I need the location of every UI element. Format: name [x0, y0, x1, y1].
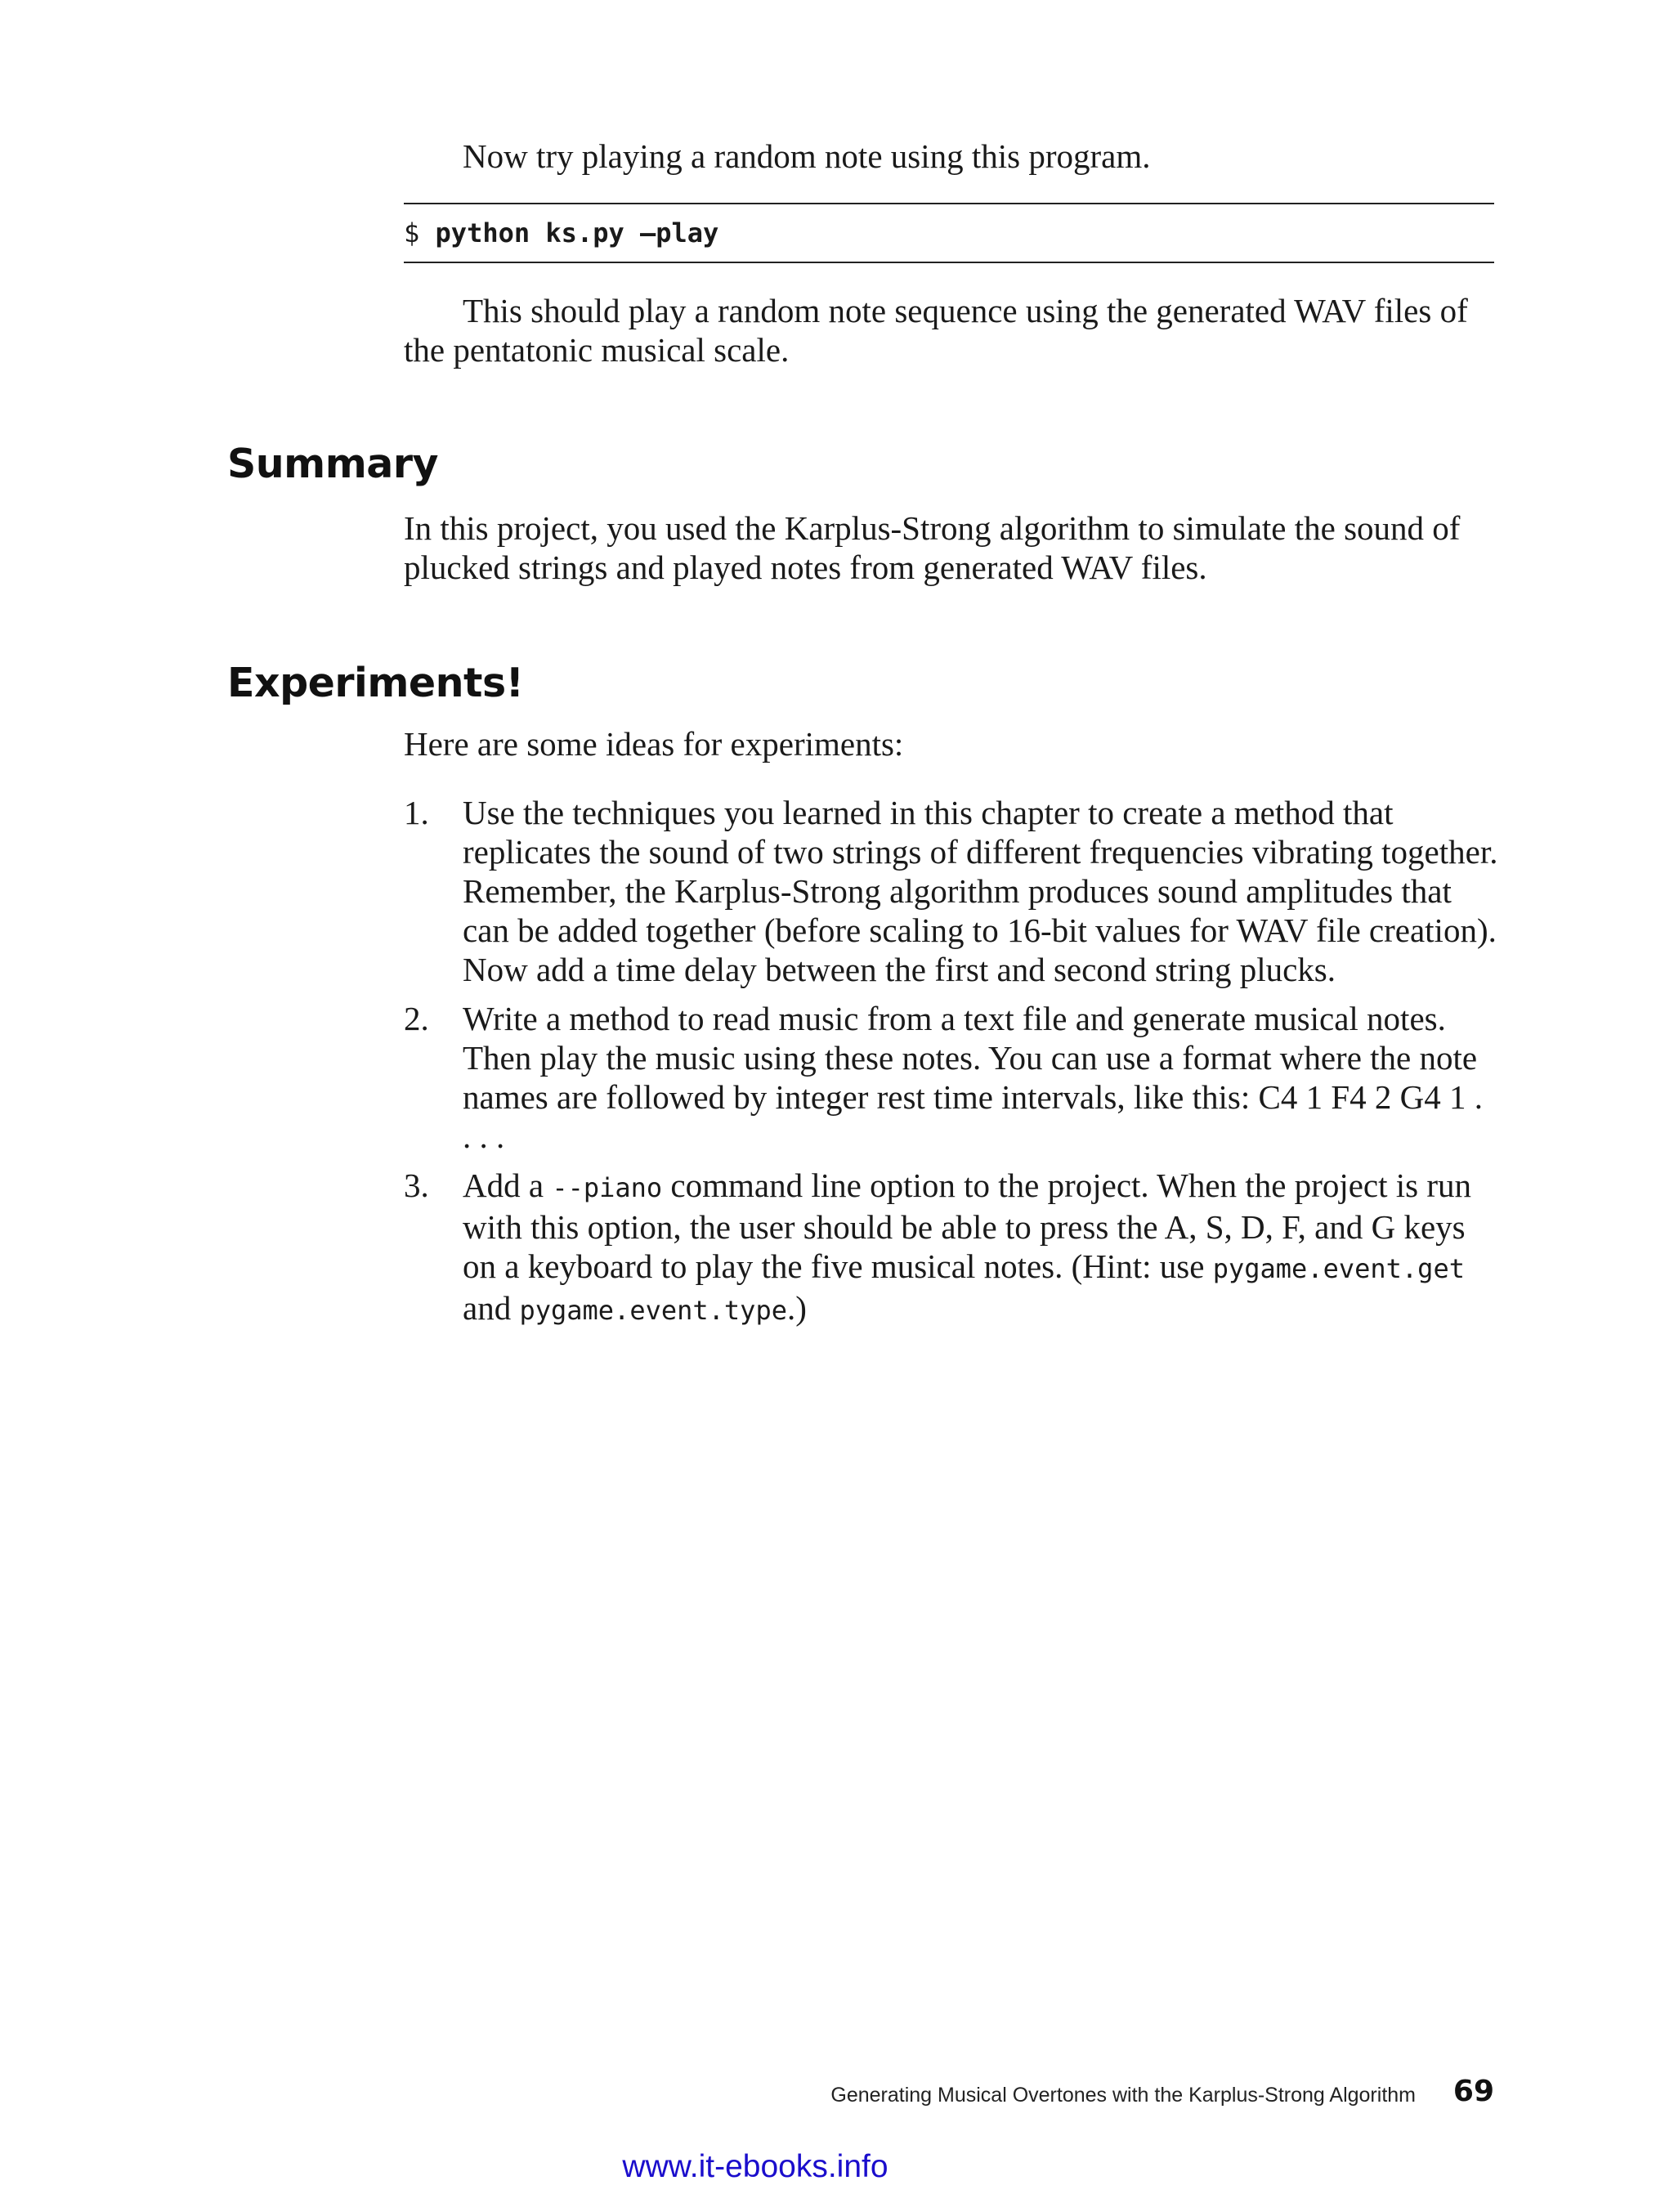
summary-heading: Summary [227, 441, 438, 487]
experiment-text-part: Add a [463, 1166, 553, 1204]
experiment-text: Write a method to read music from a text file and generate musical notes. Then play the music using these notes. You can use a format where the note names are followed by integer rest time intervals, like this: C4 1 F4 2 G4 1 . . . . [463, 1000, 1483, 1155]
page-number: 69 [1452, 2075, 1494, 2108]
summary-paragraph: In this project, you used the Karplus-Strong algorithm to simulate the sound of plucked strings and played notes from generated WAV files. [404, 509, 1461, 586]
list-number: 3. [404, 1166, 429, 1204]
experiment-item-2 [404, 999, 1499, 1156]
inline-code-event-type: pygame.event.type [519, 1295, 787, 1326]
inline-code-event-get: pygame.event.get [1212, 1253, 1465, 1284]
code-block [404, 203, 1494, 263]
experiment-item-3 [404, 1166, 1499, 1330]
list-number: 1. [404, 794, 429, 831]
shell-prompt: $ [404, 217, 436, 249]
experiment-text-part: command line option to the project. When the project is run with this option, the user should be able to press the A, S, D, F, and G keys on a keyboard to play the five musical notes. (Hint: use [463, 1166, 1471, 1285]
play-description-paragraph: This should play a random note sequence using the generated WAV files of the pentatonic musical scale. [404, 292, 1468, 369]
intro-paragraph: Now try playing a random note using this program. [463, 137, 1151, 175]
experiments-heading: Experiments! [227, 660, 524, 706]
watermark-link[interactable]: www.it-ebooks.info [622, 2149, 888, 2184]
experiments-intro: Here are some ideas for experiments: [404, 725, 904, 763]
experiments-list [404, 793, 1499, 1340]
experiment-text-part: .) [786, 1289, 807, 1327]
experiment-text: Use the techniques you learned in this chapter to create a method that replicates the sound of two strings of different frequencies vibrating together. Remember, the Karplus-Strong algorithm produces sound amplitudes that can be added together (before scaling to 16-bit values for WAV file creation). Now add a time delay between the first and second string plucks. [463, 794, 1498, 988]
running-footer-title: Generating Musical Overtones with the Karplus-Strong Algorithm [830, 2084, 1416, 2107]
list-number: 2. [404, 1000, 429, 1037]
inline-code-piano: --piano [552, 1172, 663, 1203]
shell-command: python ks.py –play [435, 217, 719, 249]
experiment-item-1 [404, 793, 1499, 989]
experiment-text-part: and [463, 1289, 520, 1327]
